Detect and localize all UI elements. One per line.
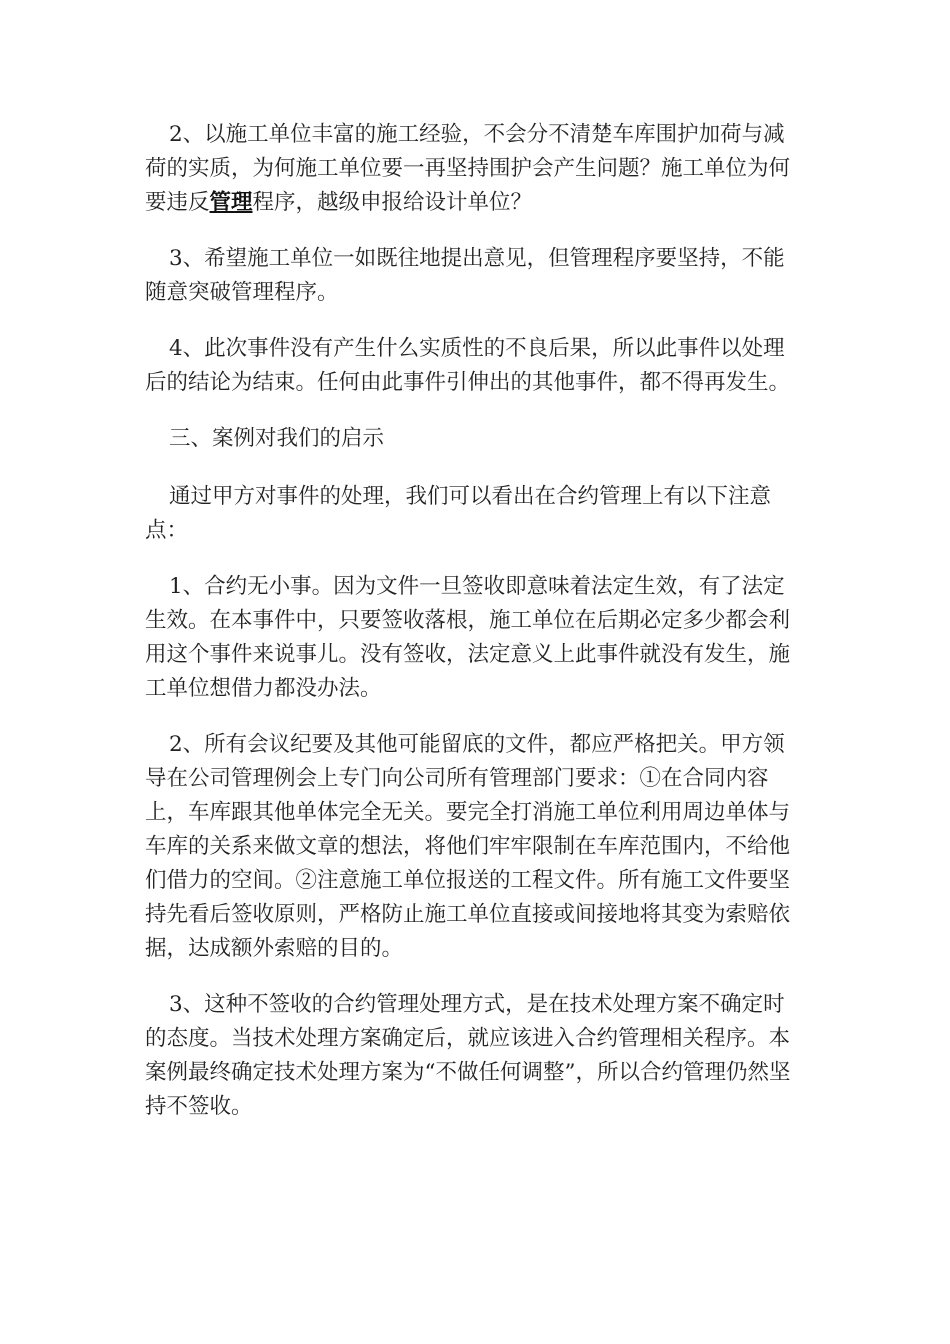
section-heading-insights: 三、案例对我们的启示	[169, 426, 385, 451]
paragraph-point-1: 1、合约无小事。因为文件一旦签收即意味着法定生效，有了法定生效。在本事件中，只要签收落根，施工单位在后期必定多少都会利用这个事件来说事儿。没有签收，法定意义上此事件就没有发生，施工单位想借力都没办法。	[145, 574, 791, 701]
paragraph-intro: 通过甲方对事件的处理，我们可以看出在合约管理上有以下注意点：	[145, 484, 772, 543]
management-link[interactable]: 管理	[209, 190, 253, 215]
paragraph-text: 2、以施工单位丰富的施工经验，不会分不清楚车库围护加荷与减荷的实质，为何施工单位要一再坚持围护会产生问题？施工单位为何要违反	[145, 122, 791, 215]
paragraph-item-2-question	[145, 118, 805, 220]
paragraph-item-3-suggestion: 3、希望施工单位一如既往地提出意见，但管理程序要坚持，不能随意突破管理程序。	[145, 246, 785, 305]
paragraph-point-2: 2、所有会议纪要及其他可能留底的文件，都应严格把关。甲方领导在公司管理例会上专门向公司所有管理部门要求：①在合同内容上，车库跟其他单体完全无关。要完全打消施工单位利用周边单体与车库的关系来做文章的想法，将他们牢牢限制在车库范围内，不给他们借力的空间。②注意施工单位报送的工程文件。所有施工文件要坚持先看后签收原则，严格防止施工单位直接或间接地将其变为索赔依据，达成额外索赔的目的。	[145, 732, 791, 961]
paragraph-item-4-conclusion: 4、此次事件没有产生什么实质性的不良后果，所以此事件以处理后的结论为结束。任何由此事件引伸出的其他事件，都不得再发生。	[145, 336, 791, 395]
paragraph-point-3: 3、这种不签收的合约管理处理方式，是在技术处理方案不确定时的态度。当技术处理方案确定后，就应该进入合约管理相关程序。本案例最终确定技术处理方案为“不做任何调整”，所以合约管理仍然坚持不签收。	[145, 992, 791, 1119]
document-body	[145, 118, 805, 1146]
paragraph-text: 程序，越级申报给设计单位？	[252, 190, 533, 215]
